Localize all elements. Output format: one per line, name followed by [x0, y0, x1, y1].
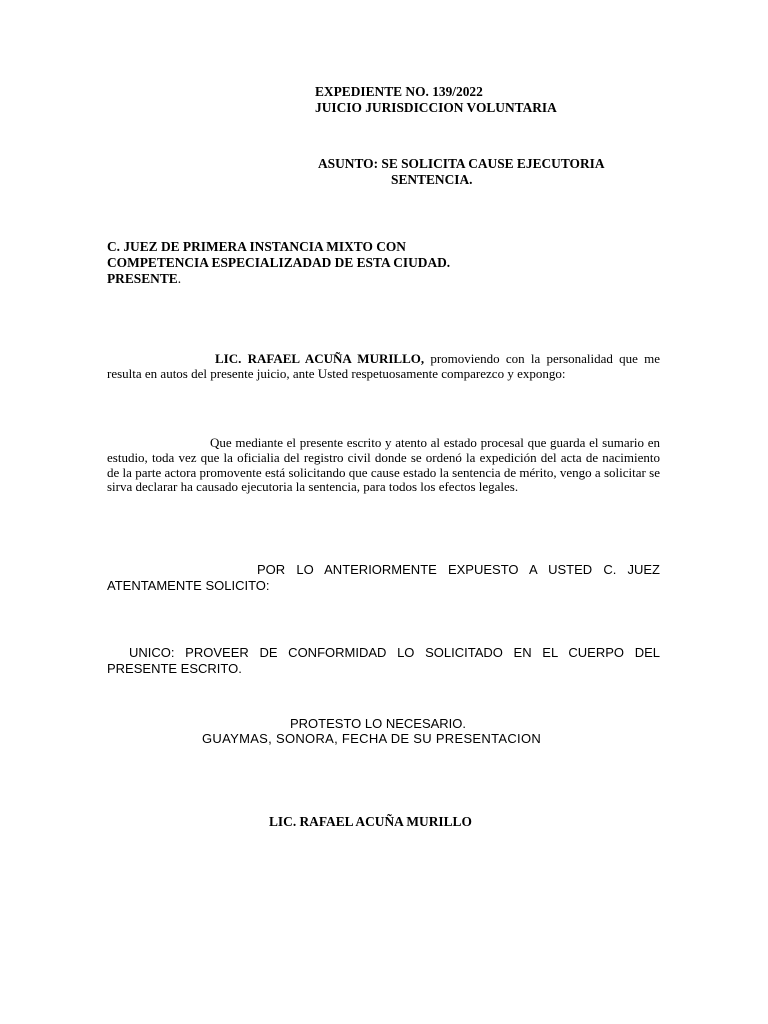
asunto-line-1: ASUNTO: SE SOLICITA CAUSE EJECUTORIA	[318, 156, 605, 171]
intro-text: promoviendo con la personalidad que me resulta en autos del presente juicio, ante Usted respetuosamente comparezco y expongo:	[107, 351, 660, 381]
protesto-line: PROTESTO LO NECESARIO.	[290, 716, 467, 731]
body-paragraph: Que mediante el presente escrito y atento al estado procesal que guarda el sumario en estudio, toda vez que la oficialia del registro civil donde se ordenó la expedición del acta de nacimiento de la parte actora promovente está solicitando que cause estado la sentencia de mérito, vengo a solicitar se sirva declarar ha causado ejecutoria la sentencia, para todos los efectos legales.	[107, 435, 660, 495]
place-date-line: GUAYMAS, SONORA, FECHA DE SU PRESENTACION	[202, 731, 542, 746]
signature-name: LIC. RAFAEL ACUÑA MURILLO	[269, 814, 472, 829]
expediente-number: EXPEDIENTE NO. 139/2022	[315, 84, 483, 99]
petition-paragraph: UNICO: PROVEER DE CONFORMIDAD LO SOLICITADO EN EL CUERPO DEL PRESENTE ESCRITO.	[107, 645, 660, 676]
addressee-line-2: COMPETENCIA ESPECIALIZADAD DE ESTA CIUDAD.	[107, 255, 451, 270]
addressee-line-1: C. JUEZ DE PRIMERA INSTANCIA MIXTO CON	[107, 239, 406, 254]
request-paragraph: POR LO ANTERIORMENTE EXPUESTO A USTED C. JUEZ ATENTAMENTE SOLICITO:	[107, 562, 660, 593]
promovente-name: LIC. RAFAEL ACUÑA MURILLO,	[215, 351, 425, 366]
presente-label: PRESENTE	[107, 271, 178, 286]
asunto-line-2: SENTENCIA.	[391, 172, 473, 187]
addressee-line-3	[107, 271, 181, 287]
juicio-type: JUICIO JURISDICCION VOLUNTARIA	[315, 100, 557, 115]
presente-period: .	[177, 271, 182, 286]
intro-paragraph	[107, 351, 660, 381]
